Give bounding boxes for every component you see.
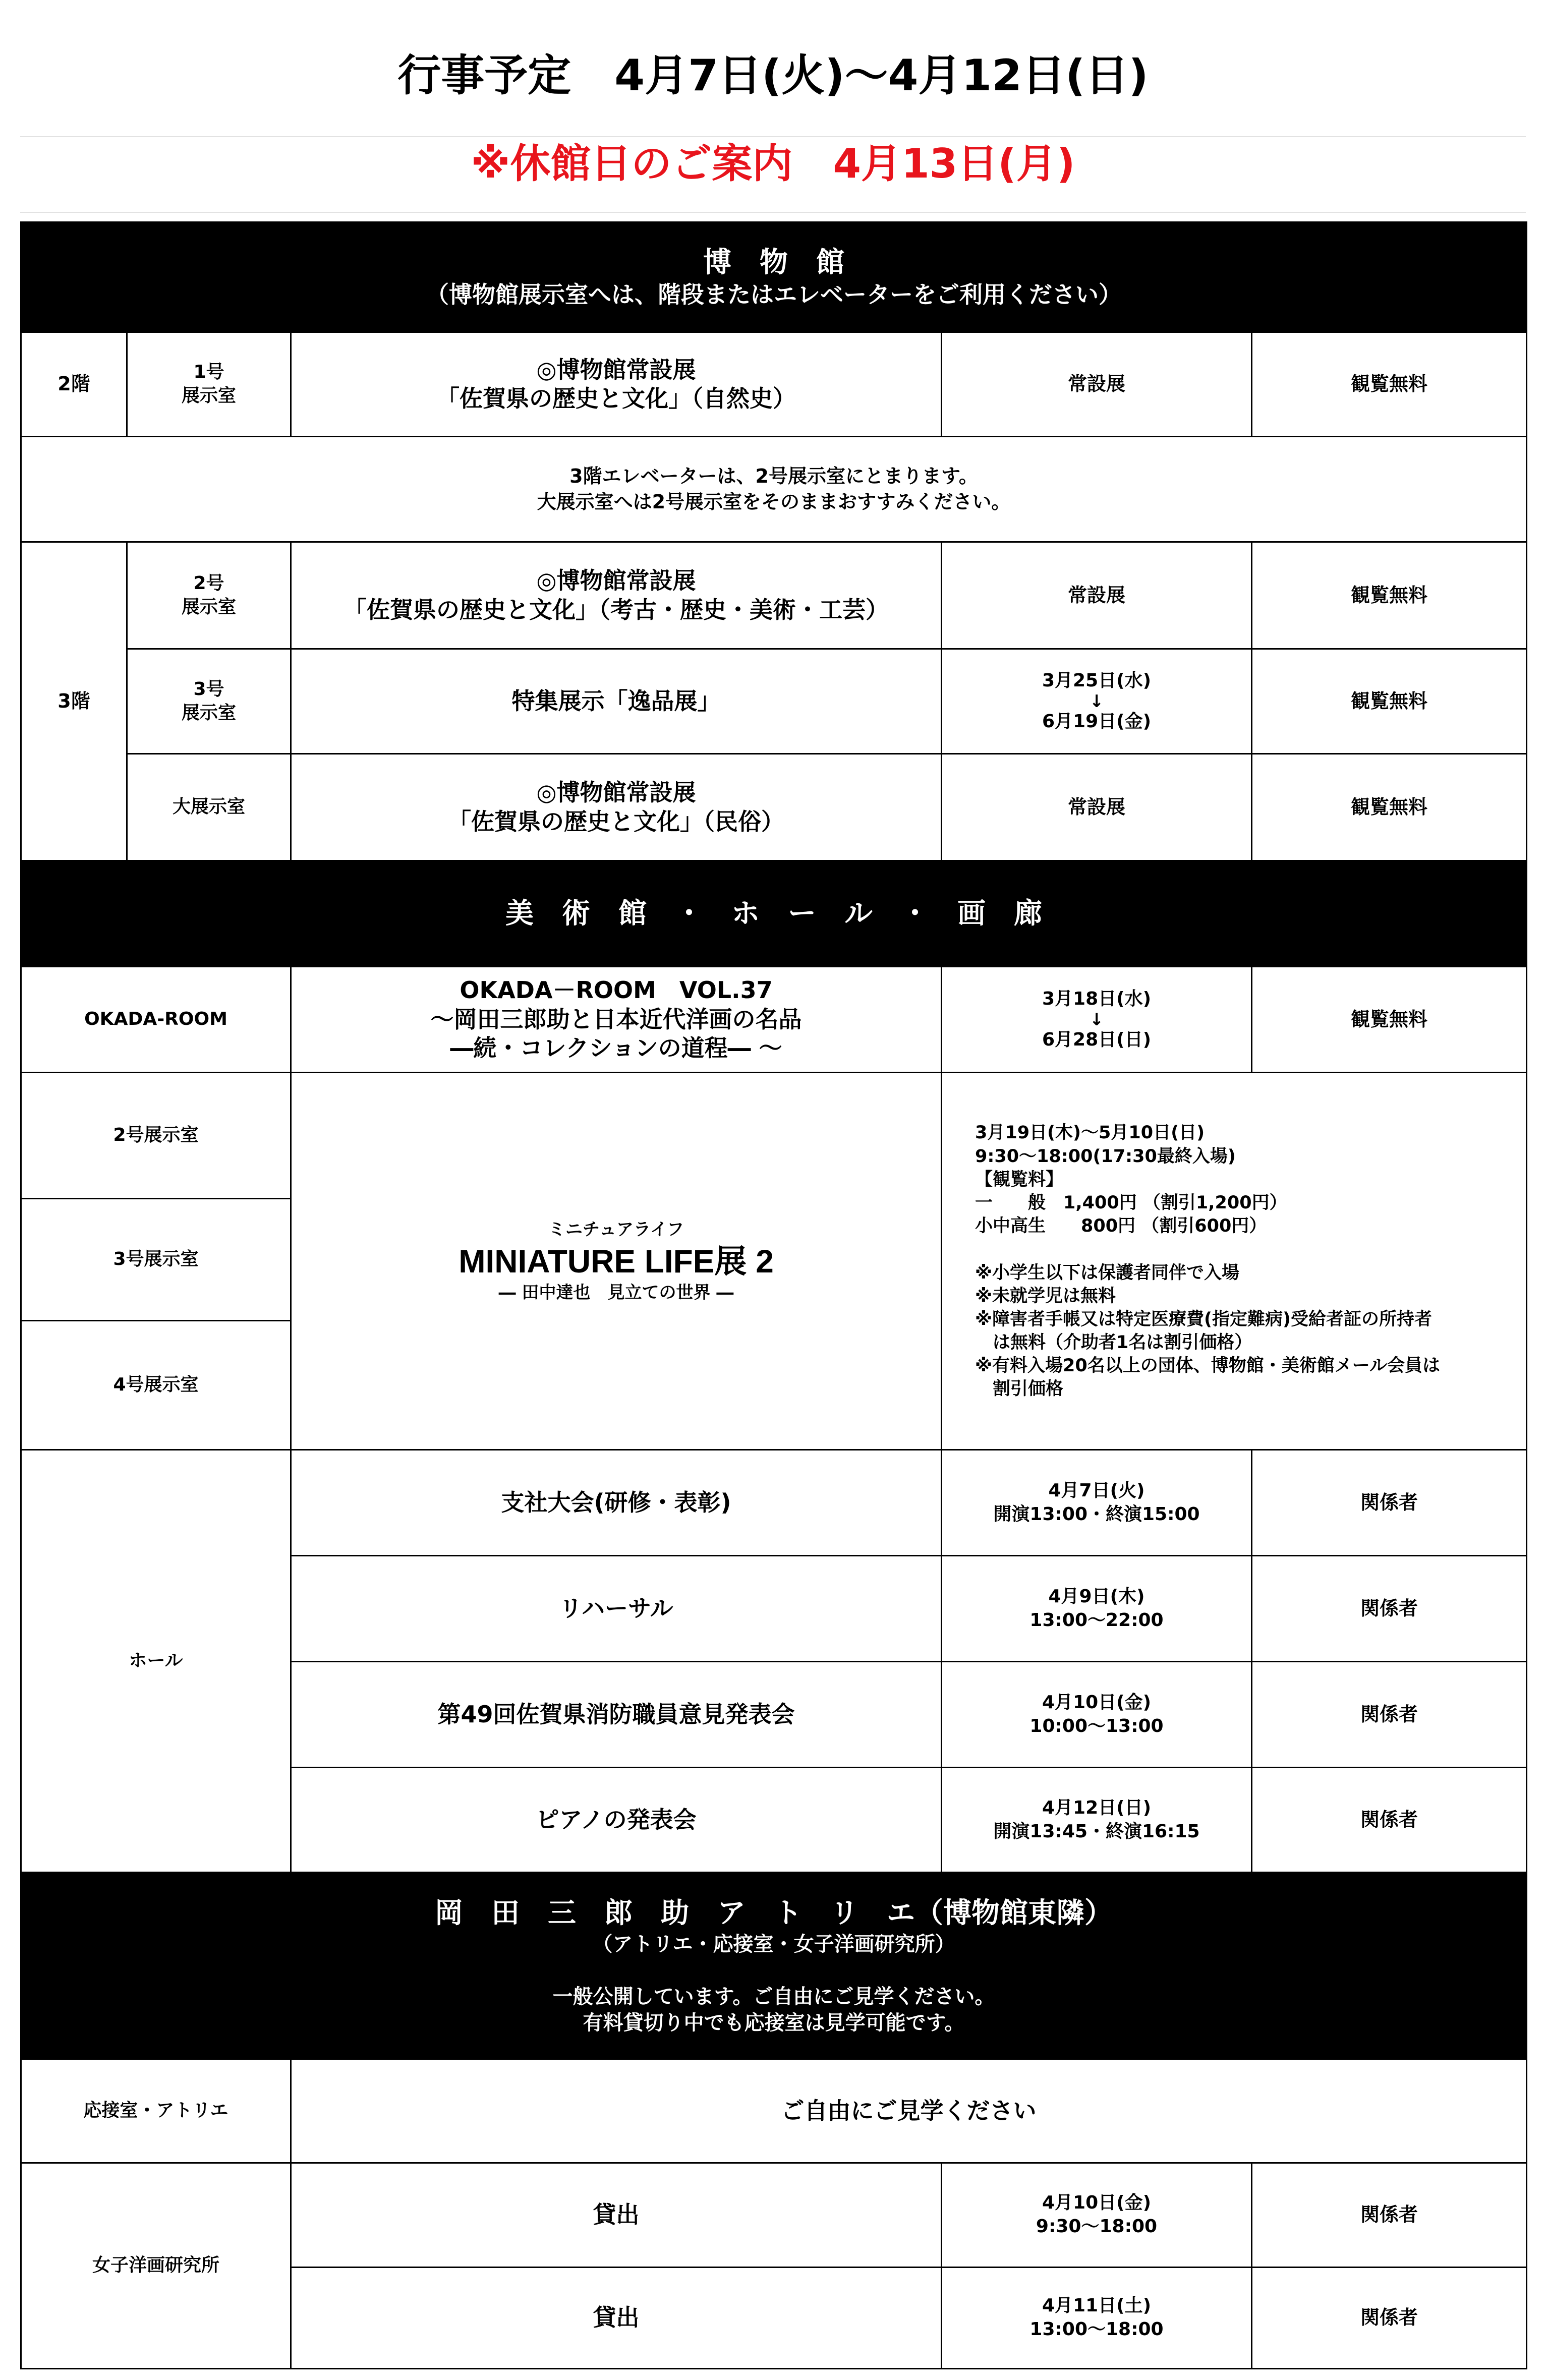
- room-label: 3号展示室: [21, 1199, 291, 1321]
- event-title: ピアノの発表会: [291, 1768, 942, 1873]
- museum-heading: 博 物 館: [703, 246, 844, 279]
- exhibit-subtitle: ― 田中達也 見立ての世界 ―: [498, 1282, 734, 1303]
- floor-label: 3階: [21, 542, 127, 861]
- exhibit-period: 3月18日(水) ↓ 6月28日(日): [942, 967, 1252, 1073]
- exhibit-period: 3月25日(水) ↓ 6月19日(金): [942, 649, 1252, 754]
- table-row: [21, 649, 1527, 754]
- event-title: 貸出: [291, 2268, 942, 2369]
- exhibit-title: ◎博物館常設展 「佐賀県の歴史と文化」（考古・歴史・美術・工芸）: [291, 542, 942, 649]
- table-row: [21, 967, 1527, 1073]
- table-row: [21, 437, 1527, 542]
- atelier-note: 有料貸切り中でも応接室は見学可能です。: [583, 2011, 965, 2035]
- table-row: [21, 332, 1527, 437]
- exhibit-details: 3月19日(木)～5月10日(日) 9:30～18:00(17:30最終入場) 【観覧料】 一 般 1,400円 （割引1,200円） 小中高生 800円 （割引600円） ※小学生以下は保護者同伴で入場 ※未就学児は無料 ※障害者手帳又は特定医療費(指定難病)受給者証の所持者 は無料（介助者1名は割引価格） ※有料入場20名以上の団体、博物館・美術館メール会員は 割引価格: [942, 1073, 1527, 1450]
- exhibit-title: ◎博物館常設展 「佐賀県の歴史と文化」（民俗）: [291, 754, 942, 861]
- atelier-header: [21, 1873, 1527, 2059]
- fee-label: 観覧無料: [1252, 754, 1527, 861]
- table-row: [21, 754, 1527, 861]
- reception-note: ご自由にご見学ください: [291, 2059, 1527, 2163]
- museum-subheading: （博物館展示室へは、階段またはエレベーターをご利用ください）: [426, 280, 1122, 308]
- elevator-note: 3階エレベーターは、2号展示室にとまります。 大展示室へは2号展示室をそのままおすすみください。: [21, 437, 1527, 542]
- fee-label: 観覧無料: [1252, 332, 1527, 437]
- room-label: 女子洋画研究所: [21, 2163, 291, 2369]
- art-heading: 美 術 館 ・ ホ ー ル ・ 画 廊: [505, 897, 1042, 930]
- event-time: 4月10日(金) 9:30～18:00: [942, 2163, 1252, 2268]
- table-row: [21, 1450, 1527, 1556]
- table-row: [21, 1073, 1527, 1199]
- art-header-row: [21, 861, 1527, 967]
- art-header: [21, 861, 1527, 967]
- closed-notice: ※休館日のご案内 4月13日(月): [471, 140, 1075, 187]
- fee-label: 関係者: [1252, 2268, 1527, 2369]
- fee-label: 関係者: [1252, 1662, 1527, 1768]
- museum-header: [21, 222, 1527, 332]
- room-label: 大展示室: [127, 754, 291, 861]
- exhibit-period: 常設展: [942, 332, 1252, 437]
- atelier-subheading: （アトリエ・応接室・女子洋画研究所）: [592, 1932, 955, 1956]
- room-label: 1号 展示室: [127, 332, 291, 437]
- event-title: 第49回佐賀県消防職員意見発表会: [291, 1662, 942, 1768]
- divider: [20, 212, 1526, 213]
- exhibit-title: ◎博物館常設展 「佐賀県の歴史と文化」（自然史）: [291, 332, 942, 437]
- exhibit-period: 常設展: [942, 542, 1252, 649]
- floor-label: 2階: [21, 332, 127, 437]
- page-title: 行事予定 4月7日(火)～4月12日(日): [397, 50, 1149, 101]
- event-title: 支社大会(研修・表彰): [291, 1450, 942, 1556]
- event-time: 4月12日(日) 開演13:45・終演16:15: [942, 1768, 1252, 1873]
- arrow-down-icon: ↓: [1089, 1009, 1104, 1030]
- table-row: [21, 2059, 1527, 2163]
- fee-label: 観覧無料: [1252, 542, 1527, 649]
- event-title: 貸出: [291, 2163, 942, 2268]
- table-row: [21, 2163, 1527, 2268]
- fee-label: 関係者: [1252, 1450, 1527, 1556]
- room-label: 応接室・アトリエ: [21, 2059, 291, 2163]
- museum-header-row: [21, 222, 1527, 332]
- fee-label: 関係者: [1252, 1556, 1527, 1662]
- room-label: ホール: [21, 1450, 291, 1873]
- arrow-down-icon: ↓: [1089, 691, 1104, 712]
- exhibit-title: [291, 1073, 942, 1450]
- event-title: リハーサル: [291, 1556, 942, 1662]
- event-time: 4月9日(木) 13:00～22:00: [942, 1556, 1252, 1662]
- exhibit-kana: ミニチュアライフ: [548, 1220, 684, 1240]
- atelier-header-row: [21, 1873, 1527, 2059]
- room-label: OKADA-ROOM: [21, 967, 291, 1073]
- fee-label: 観覧無料: [1252, 967, 1527, 1073]
- event-time: 4月11日(土) 13:00～18:00: [942, 2268, 1252, 2369]
- event-time: 4月7日(火) 開演13:00・終演15:00: [942, 1450, 1252, 1556]
- fee-label: 関係者: [1252, 2163, 1527, 2268]
- schedule-table: [20, 221, 1527, 2369]
- atelier-note: 一般公開しています。ご自由にご見学ください。: [552, 1985, 995, 2008]
- exhibit-title: OKADA－ROOM VOL.37 ～岡田三郎助と日本近代洋画の名品 ―続・コレクションの道程― ～: [291, 967, 942, 1073]
- fee-label: 関係者: [1252, 1768, 1527, 1873]
- exhibit-title: 特集展示「逸品展」: [291, 649, 942, 754]
- exhibit-period: 常設展: [942, 754, 1252, 861]
- exhibit-main-title: MINIATURE LIFE展 2: [459, 1243, 774, 1280]
- room-label: 2号 展示室: [127, 542, 291, 649]
- fee-label: 観覧無料: [1252, 649, 1527, 754]
- room-label: 4号展示室: [21, 1321, 291, 1450]
- table-row: [21, 542, 1527, 649]
- event-time: 4月10日(金) 10:00～13:00: [942, 1662, 1252, 1768]
- room-label: 3号 展示室: [127, 649, 291, 754]
- room-label: 2号展示室: [21, 1073, 291, 1199]
- atelier-heading: 岡 田 三 郎 助 ア ト リ エ（博物館東隣）: [435, 1896, 1113, 1930]
